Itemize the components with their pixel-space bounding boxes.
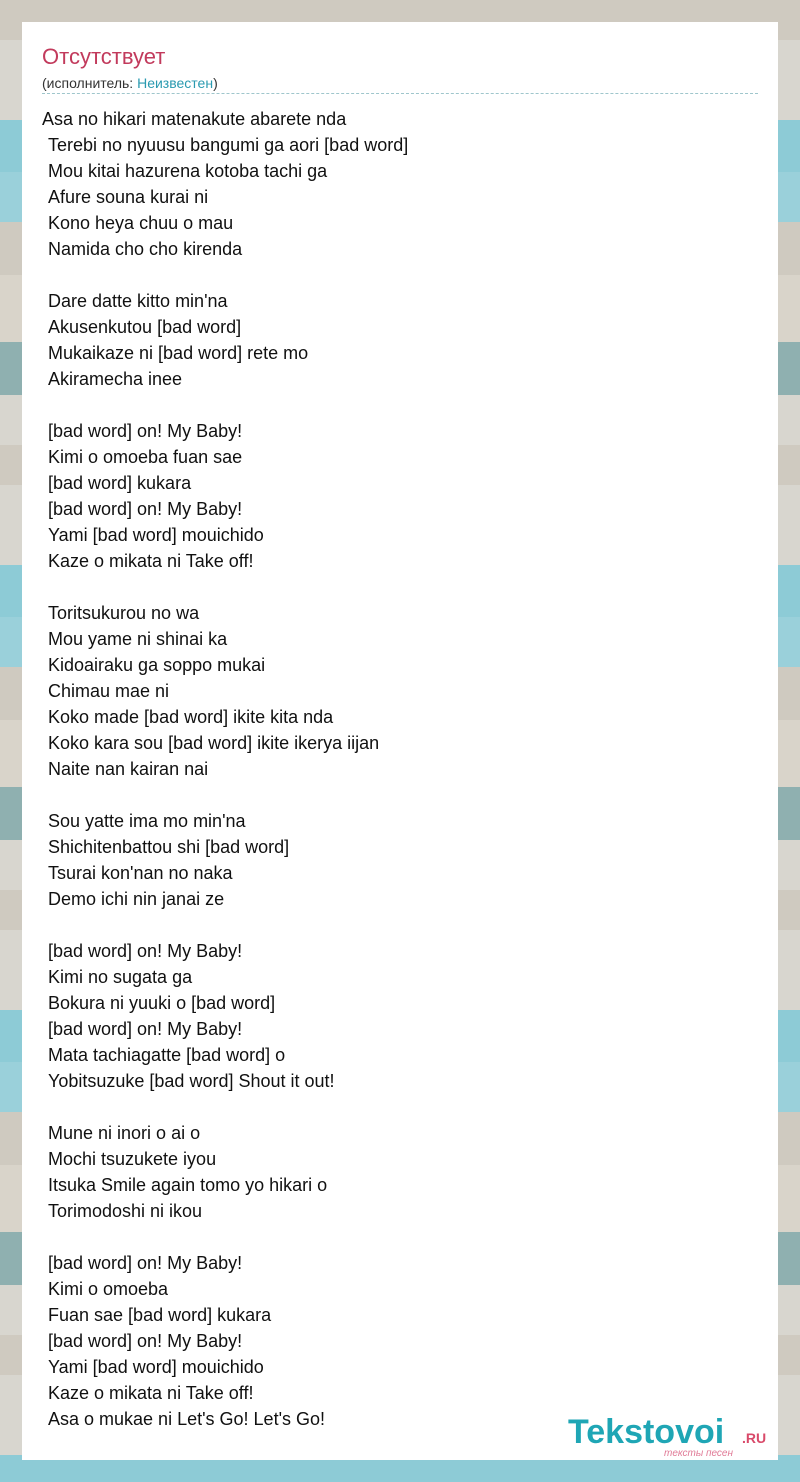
lyric-line: Toritsukurou no wa (48, 603, 200, 623)
logo-domain: .RU (742, 1430, 767, 1446)
lyric-line: [bad word] on! My Baby! (48, 1019, 243, 1039)
lyric-line: Asa no hikari matenakute abarete nda (42, 109, 347, 129)
artist-link[interactable]: Неизвестен (137, 75, 214, 91)
lyric-line: Itsuka Smile again tomo yo hikari o (48, 1175, 328, 1195)
lyric-line: [bad word] on! My Baby! (48, 421, 243, 441)
lyric-line: Shichitenbattou shi [bad word] (48, 837, 290, 857)
lyric-line: Akiramecha inee (48, 369, 183, 389)
lyric-line: Kaze o mikata ni Take off! (48, 551, 254, 571)
logo-wordmark: Tekstovoi (568, 1413, 725, 1451)
lyric-line: Naite nan kairan nai (48, 759, 209, 779)
lyric-line: Mou kitai hazurena kotoba tachi ga (48, 161, 328, 181)
lyric-line: [bad word] kukara (48, 473, 192, 493)
lyric-line: Akusenkutou [bad word] (48, 317, 242, 337)
artist-line (42, 74, 218, 92)
lyric-line: Chimau mae ni (48, 681, 170, 701)
lyric-line: Yami [bad word] mouichido (48, 1357, 264, 1377)
lyric-line: Koko kara sou [bad word] ikite ikerya iijan (48, 733, 380, 753)
lyric-line: Tsurai kon'nan no naka (48, 863, 233, 883)
lyric-line: Mochi tsuzukete iyou (48, 1149, 217, 1169)
lyric-line: [bad word] on! My Baby! (48, 499, 243, 519)
lyric-line: Bokura ni yuuki o [bad word] (48, 993, 276, 1013)
song-title: Отсутствует (42, 44, 166, 69)
lyric-line: Yami [bad word] mouichido (48, 525, 264, 545)
lyric-line (42, 262, 742, 288)
lyric-line: Namida cho cho kirenda (48, 239, 243, 259)
lyric-line: Mune ni inori o ai o (48, 1123, 201, 1143)
artist-prefix: (исполнитель: (42, 75, 138, 91)
lyrics-card (22, 22, 778, 1460)
lyric-line (42, 574, 742, 600)
site-logo[interactable] (568, 1414, 778, 1458)
lyric-line: Asa o mukae ni Let's Go! Let's Go! (48, 1409, 326, 1429)
lyric-line: Kimi no sugata ga (48, 967, 193, 987)
lyric-line (42, 1094, 742, 1120)
lyric-line: Demo ichi nin janai ze (48, 889, 225, 909)
lyric-line: [bad word] on! My Baby! (48, 941, 243, 961)
lyric-line (42, 912, 742, 938)
lyric-line: Kimi o omoeba fuan sae (48, 447, 243, 467)
lyric-line (42, 1224, 742, 1250)
lyric-line: Mou yame ni shinai ka (48, 629, 228, 649)
lyric-line: Kaze o mikata ni Take off! (48, 1383, 254, 1403)
title-divider (42, 93, 758, 94)
lyric-line: Mata tachiagatte [bad word] o (48, 1045, 286, 1065)
lyrics-text (42, 106, 742, 1432)
logo-tagline: тексты песен (664, 1448, 733, 1459)
lyric-line: Terebi no nyuusu bangumi ga aori [bad word] (48, 135, 409, 155)
lyric-line: [bad word] on! My Baby! (48, 1331, 243, 1351)
lyric-line: Fuan sae [bad word] kukara (48, 1305, 272, 1325)
lyric-line: Mukaikaze ni [bad word] rete mo (48, 343, 309, 363)
lyric-line: Kono heya chuu o mau (48, 213, 234, 233)
lyric-line: Koko made [bad word] ikite kita nda (48, 707, 334, 727)
lyric-line: Afure souna kurai ni (48, 187, 209, 207)
lyric-line: Dare datte kitto min'na (48, 291, 228, 311)
lyric-line (42, 392, 742, 418)
lyric-line: Sou yatte ima mo min'na (48, 811, 246, 831)
artist-suffix: ) (213, 75, 218, 91)
lyric-line (42, 782, 742, 808)
lyric-line: Torimodoshi ni ikou (48, 1201, 203, 1221)
lyric-line: Yobitsuzuke [bad word] Shout it out! (48, 1071, 335, 1091)
lyric-line: Kimi o omoeba (48, 1279, 169, 1299)
lyric-line: [bad word] on! My Baby! (48, 1253, 243, 1273)
lyric-line: Kidoairaku ga soppo mukai (48, 655, 266, 675)
